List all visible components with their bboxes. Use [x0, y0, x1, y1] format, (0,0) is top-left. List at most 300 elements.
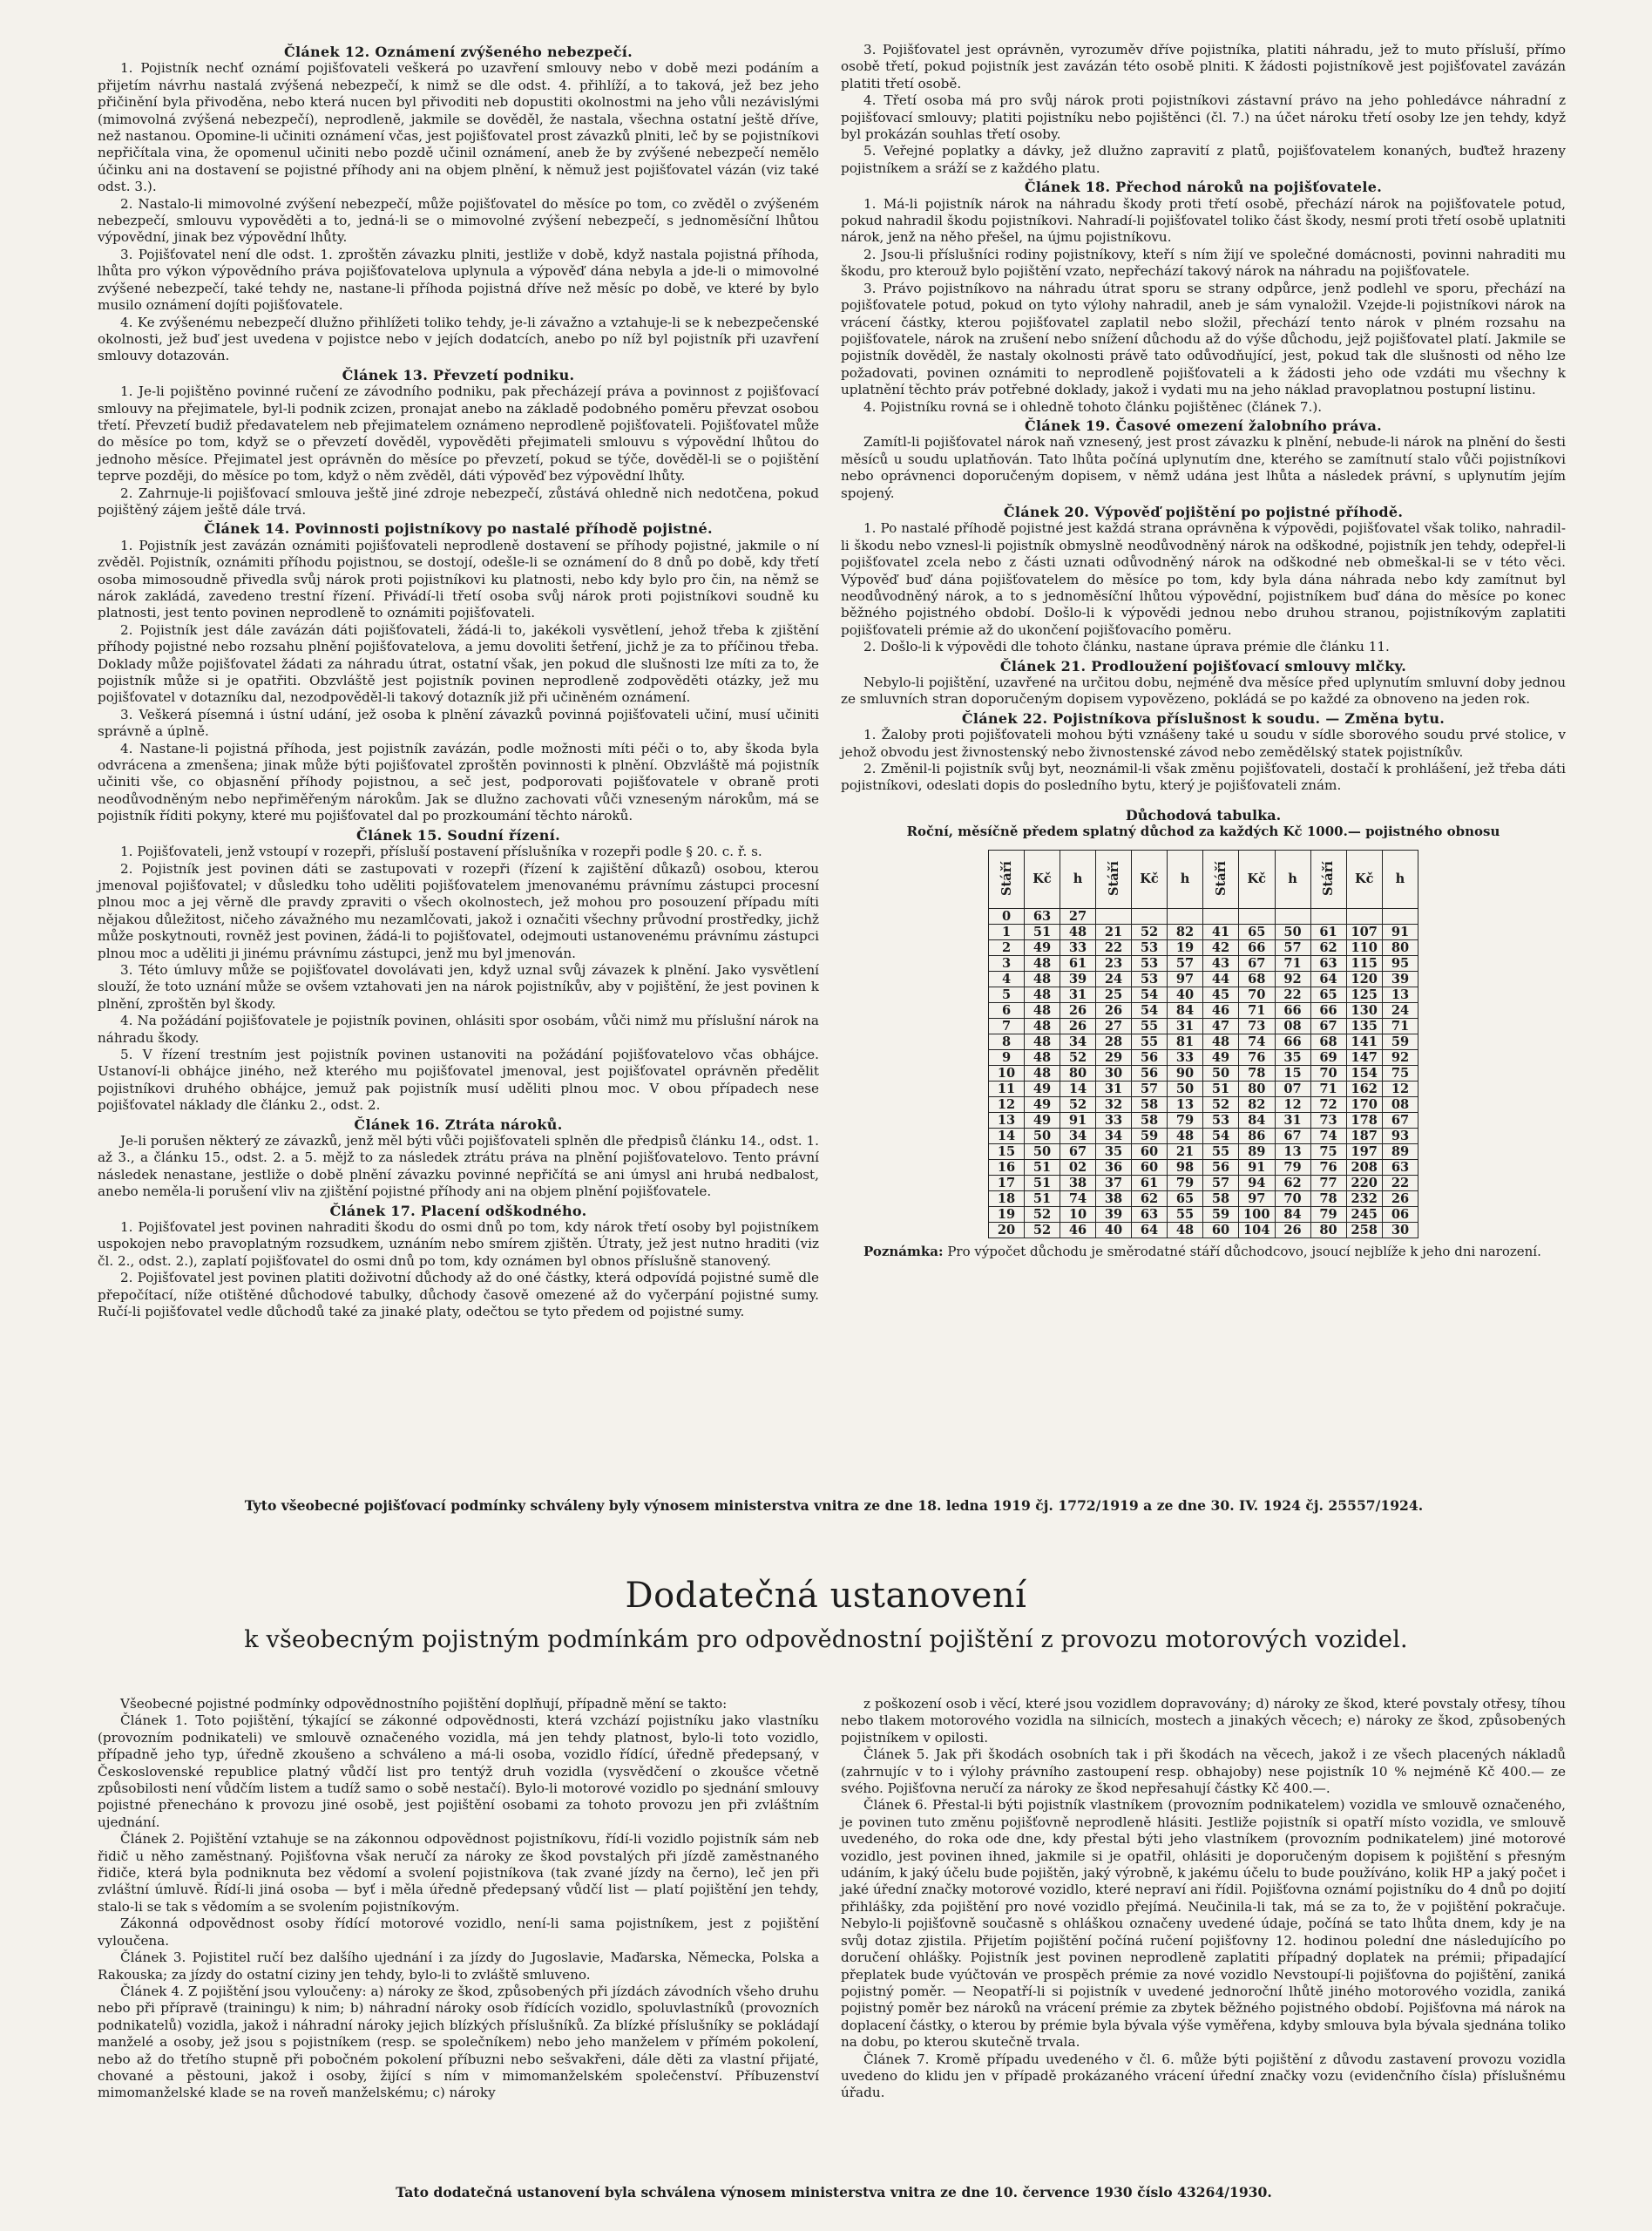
table-cell: 48 — [1025, 971, 1060, 987]
table-cell: 48 — [1060, 924, 1096, 939]
table-cell — [1132, 908, 1168, 924]
paragraph: 2. Pojistník jest dále zavázán dáti pojišťovateli, žádá-li to, jakékoli vysvětlení, jehož třeba k zjištění příhody pojistné nebo rozsahu plnění pojišťovatelova, a jemu dovoliti šetření, jichž je za to příčinou třeba. Doklady může pojišťovatel žádati za náhradu útrat, ostatní však, jen pokud dle slušnosti lze míti za to, že pojistník může si je opatřiti. Obzvláště jest pojistník povinen neprodleně zodpověděti otázky, jež mu pojišťovatel v dotazníku dal, nezodpověděl-li takový dotazník již při učiněném oznámení. — [98, 621, 819, 706]
table-cell: 89 — [1239, 1143, 1275, 1159]
table-cell: 53 — [1132, 955, 1168, 971]
table-row — [989, 908, 1418, 924]
table-row — [989, 1175, 1418, 1190]
table-cell: 1 — [989, 924, 1025, 939]
table-cell: 32 — [1096, 1096, 1132, 1112]
article-title: Článek 20. Výpověď pojištění po pojistné příhodě. — [1003, 503, 1404, 520]
table-cell: 25 — [1096, 987, 1132, 1002]
table-cell: 58 — [1132, 1112, 1168, 1128]
table-cell: 44 — [1203, 971, 1239, 987]
table-cell: 72 — [1310, 1096, 1346, 1112]
paragraph: Článek 7. Kromě případu uvedeného v čl. 6. může býti pojištění z důvodu zastavení provozu vozidla uvedeno do klidu jen v případě prokázaného vrácení úřední značky vozu (evidenčního čísla) příslušnému úřadu. — [841, 2051, 1566, 2101]
table-cell: 154 — [1346, 1065, 1382, 1081]
table-cell: 245 — [1346, 1206, 1382, 1222]
table-cell: 27 — [1096, 1018, 1132, 1034]
table-cell: 80 — [1060, 1065, 1096, 1081]
table-cell: 20 — [989, 1222, 1025, 1238]
table-cell: 31 — [1096, 1081, 1132, 1096]
table-cell: 61 — [1132, 1175, 1168, 1190]
table-cell: 55 — [1132, 1018, 1168, 1034]
paragraph: Nebylo-li pojištění, uzavřené na určitou dobu, nejméně dva měsíce před uplynutím smluvní doby jednou ze smluvních stran doporučeným dopisem vypovězeno, pokládá se po každé za obnoveno na jeden rok. — [841, 675, 1566, 708]
table-cell: 63 — [1132, 1206, 1168, 1222]
paragraph: Všeobecné pojistné podmínky odpovědnostního pojištění doplňují, případně mění se takto: — [120, 1696, 728, 1712]
table-cell: 15 — [1275, 1065, 1310, 1081]
paragraph: 2. Zahrnuje-li pojišťovací smlouva ještě jiné zdroje nebezpečí, zůstává ohledně nich nedotčena, pokud pojištěný zájem ještě dále trvá. — [98, 485, 819, 518]
table-cell: 91 — [1239, 1159, 1275, 1175]
table-cell: 62 — [1310, 939, 1346, 955]
table-cell: 22 — [1382, 1175, 1418, 1190]
table-cell: 57 — [1275, 939, 1310, 955]
table-cell: 66 — [1310, 1002, 1346, 1018]
table-cell: 94 — [1239, 1175, 1275, 1190]
table-cell: 80 — [1310, 1222, 1346, 1238]
right-articles — [841, 42, 1566, 795]
table-cell: 45 — [1203, 987, 1239, 1002]
right-column — [841, 42, 1566, 1260]
paragraph: Článek 1. Toto pojištění, týkající se zákonné odpovědnosti, která vzchází pojistníku jako vlastníku (provozním podnikateli) ve smlouvě označeného vozidla, má jen tehdy platnost, bylo-li toto vozidlo, případně jeho typ, úředně zkoušeno a schváleno a má-li osoba, vozidlo řídící, úředně předepsaný, v Československé republice platný vůdčí list pro tentýž druh vozidla (vysvědčení o zkoušce včetně způsobilosti není vůdčím listem a tudíž samo o sobě nestačí). Bylo-li motorové vozidlo po sjednání smlouvy pojistné přenecháno k provozu jiné osobě, jest pojištění osobami za tohoto provozu jen při zvláštním ujednání. — [98, 1712, 819, 1830]
table-cell: 13 — [1168, 1096, 1203, 1112]
table-cell: 66 — [1239, 939, 1275, 955]
paragraph: Zákonná odpovědnost osoby řídící motorové vozidlo, není-li sama pojistníkem, jest z pojištění vyloučena. — [98, 1916, 819, 1949]
table-row — [989, 987, 1418, 1002]
table-cell: 76 — [1239, 1049, 1275, 1065]
table-cell: 30 — [1096, 1065, 1132, 1081]
table-cell: 59 — [1382, 1034, 1418, 1049]
table-cell: 47 — [1203, 1018, 1239, 1034]
table-cell: 77 — [1310, 1175, 1346, 1190]
table-cell: 71 — [1310, 1081, 1346, 1096]
note-label: Poznámka: — [863, 1243, 944, 1259]
paragraph: 4. Na požádání pojišťovatele je pojistník povinen, ohlásiti spor osobám, vůči nimž mu příslušní nárok na náhradu škody. — [98, 1013, 819, 1046]
table-cell: 50 — [1025, 1128, 1060, 1143]
paragraph: Článek 3. Pojistitel ručí bez dalšího ujednání i za jízdy do Jugoslavie, Maďarska, Německa, Polska a Rakouska; za jízdy do ostatní ciziny jen tehdy, bylo-li to zvláště smluveno. — [98, 1950, 819, 1983]
table-cell: 11 — [989, 1081, 1025, 1096]
annuity-table — [988, 850, 1418, 1238]
table-cell: 91 — [1382, 924, 1418, 939]
paragraph: 2. Pojišťovatel jest povinen platiti doživotní důchody až do oné částky, která odpovídá pojistné sumě dle přepočítací, níže otištěné důchodové tabulky, důchody časově omezené až do vyčerpání pojistné sumy. Ručí-li pojišťovatel vedle důchodů také za jinaké platy, odečtou se tyto předem od pojistné sumy. — [98, 1270, 819, 1320]
table-cell: 70 — [1275, 1190, 1310, 1206]
table-cell: 48 — [1025, 1049, 1060, 1065]
table-cell: 95 — [1382, 955, 1418, 971]
table-cell: 28 — [1096, 1034, 1132, 1049]
table-row — [989, 1096, 1418, 1112]
table-cell: 58 — [1132, 1096, 1168, 1112]
table-cell: 52 — [1060, 1049, 1096, 1065]
table-cell: 15 — [989, 1143, 1025, 1159]
table-cell: 92 — [1275, 971, 1310, 987]
table-cell: 65 — [1168, 1190, 1203, 1206]
table-cell: 92 — [1382, 1049, 1418, 1065]
paragraph: 1. Je-li pojištěno povinné ručení ze závodního podniku, pak přecházejí práva a povinnost z pojišťovací smlouvy na přejimatele, byl-li podnik zcizen, pronajat anebo na základě podobného poměru převzat osobou třetí. Převzetí budiž předavatelem neb přejimatelem oznámeno neprodleně pojišťovateli. Pojišťovatel může do měsíce po tom, když se o převzetí dověděl, vypověděti přejimateli smlouvu s výpovědní lhůtou do jednoho měsíce. Přejimatel jest oprávněn do měsíce po převzetí, pokud se týče, dověděl-li se o pojištění teprve později, do měsíce po tom, když o něm zvěděl, dáti výpověď bez výpovědní lhůty. — [98, 383, 819, 485]
table-cell: 170 — [1346, 1096, 1382, 1112]
table-cell: 26 — [1382, 1190, 1418, 1206]
table-row — [989, 1206, 1418, 1222]
table-cell: 16 — [989, 1159, 1025, 1175]
table-cell: 13 — [989, 1112, 1025, 1128]
table-cell: 34 — [1060, 1128, 1096, 1143]
table-header-cell: Stáří — [1096, 850, 1132, 908]
table-cell: 02 — [1060, 1159, 1096, 1175]
paragraph: 1. Pojišťovateli, jenž vstoupí v rozepři, přísluší postavení příslušníka v rozepři podle § 20. c. ř. s. — [120, 844, 762, 860]
table-cell: 61 — [1310, 924, 1346, 939]
table-cell: 48 — [1025, 1034, 1060, 1049]
annuity-table-note — [841, 1244, 1566, 1260]
annuity-table-block — [841, 807, 1566, 1260]
paragraph: 1. Žaloby proti pojišťovateli mohou býti vznášeny také u soudu v sídle sborového soudu prvé stolice, v jehož obvodu jest živnostenský nebo živnostenské závod nebo zemědělský statek pojistníkův. — [841, 727, 1566, 760]
paragraph: Je-li porušen některý ze závazků, jenž měl býti vůči pojišťovateli splněn dle předpisů článku 14., odst. 1. až 3., a článku 15., odst. 2. a 5. mějž to za následek ztrátu práva na plnění pojišťovatelovo. Tento právní následek nenastane, jestliže o době plnění závazku povinné nepřičítá se ani úmysl ani hrubá nedbalost, anebo neměla-li porušení vliv na zjištění pojistné příhody ani na objem plnění pojišťovatele. — [98, 1133, 819, 1200]
table-cell: 57 — [1132, 1081, 1168, 1096]
paragraph: 3. Této úmluvy může se pojišťovatel dovolávati jen, když uznal svůj závazek k plnění. Jako vysvětlení slouží, že toto uznání může se ovšem vztahovati jen na nárok pojistníkův, aby v pojištění, že jest povinen k plnění, zproštěn byl škody. — [98, 961, 819, 1012]
table-cell: 59 — [1203, 1206, 1239, 1222]
article-title: Článek 22. Pojistníkova příslušnost k soudu. — Změna bytu. — [961, 709, 1446, 727]
table-cell: 39 — [1060, 971, 1096, 987]
table-cell: 43 — [1203, 955, 1239, 971]
table-cell: 81 — [1168, 1034, 1203, 1049]
table-cell: 13 — [1382, 987, 1418, 1002]
paragraph: 1. Pojistník nechť oznámí pojišťovateli veškerá po uzavření smlouvy nebo v době mezi podáním a přijetím návrhu nastalá zvýšená nebezpečí, k nimž se dle odst. 4. přihlíží, a to taková, jež bez jeho přičinění byla přivoděna, nebo která nucen byl přivoditi neb dopustiti okolnostmi na jeho vůli nezávislými (mimovolná zvýšená nebezpečí), neprodleně, jakmile se dověděl, že nastala, všechna ostatní ještě dříve, než nastanou. Opomine-li učiniti oznámení včas, jest pojišťovatel prost závazků plniti, leč by se pojistníkovi nepřičítala vina, že opomenul učiniti nebo pozdě učinil oznámení, aneb že by zvýšené nebezpečí nemělo účinku ani na dostavení se pojistné příhody ani na objem plnění, k němuž jest pojišťovatel vázán (viz také odst. 3.). — [98, 60, 819, 195]
table-cell: 31 — [1060, 987, 1096, 1002]
paragraph: 5. Veřejné poplatky a dávky, jež dlužno zapravití z platů, pojišťovatelem konaných, buďtež hrazeny pojistníkem a sráží se z každého platu. — [841, 143, 1566, 176]
table-cell: 37 — [1096, 1175, 1132, 1190]
paragraph: 1. Po nastalé příhodě pojistné jest každá strana oprávněna k výpovědi, pojišťovatel však toliko, nahradil-li škodu nebo vznesl-li pojistník obmyslně neodůvodněný nárok na odškodné, pojistník jen tehdy, odepřel-li pojišťovatel zcela nebo z části uznati odůvodněný nárok na odškodné neb obmeškal-li se v této věci. Výpověď buď dána pojišťovatelem do měsíce po tom, kdy byla dána náhrada nebo kdy zamítnut byl neodůvodněný nárok, a to s jednoměsíční lhůtou výpovědní, pojistníkem buď dána do měsíce po konec běžného pojistného období. Došlo-li k výpovědi jednou nebo druhou stranou, pojistníkovým zaplatiti pojišťovateli prémie až do ukončení pojišťovacího poměru. — [841, 520, 1566, 638]
paragraph: 3. Pojišťovatel není dle odst. 1. zproštěn závazku plniti, jestliže v době, když nastala pojistná příhoda, lhůta pro výkon výpovědního práva pojišťovatelova uplynula a výpověď dána nebyla a jde-li o mimovolné zvýšené nebezpečí, také tehdy ne, nastane-li příhoda pojistná dříve než měsíc po době, ve které by bylo musilo oznámení dojíti pojišťovatele. — [98, 246, 819, 314]
table-cell: 84 — [1168, 1002, 1203, 1018]
table-cell: 67 — [1060, 1143, 1096, 1159]
table-row — [989, 1112, 1418, 1128]
table-cell: 5 — [989, 987, 1025, 1002]
table-cell: 65 — [1310, 987, 1346, 1002]
paragraph: Článek 2. Pojištění vztahuje se na zákonnou odpovědnost pojistníkovu, řídí-li vozidlo pojistník sám neb řidič u něho zaměstnaný. Pojišťovna však neručí za nároky ze škod povstalých při jízdě zaměstnaného řidiče, která byla podniknuta bez vědomí a svolení pojistníkova (tak zvané jízdy na černo), leč jen při zvláštní úmluvě. Řídí-li jiná osoba — byť i měla úředně předepsaný vůdčí list — platí pojištění jen tehdy, stalo-li se tak s vědomím a se svolením pojistníkovým. — [98, 1831, 819, 1915]
table-cell: 10 — [1060, 1206, 1096, 1222]
table-header-cell: h — [1382, 850, 1418, 908]
table-cell: 52 — [1203, 1096, 1239, 1112]
table-cell: 55 — [1203, 1143, 1239, 1159]
table-cell: 74 — [1060, 1190, 1096, 1206]
table-row — [989, 971, 1418, 987]
table-cell — [1168, 908, 1203, 924]
table-cell: 24 — [1096, 971, 1132, 987]
table-cell: 61 — [1060, 955, 1096, 971]
table-cell — [1346, 908, 1382, 924]
table-cell: 18 — [989, 1190, 1025, 1206]
table-cell: 52 — [1025, 1206, 1060, 1222]
table-cell: 79 — [1168, 1175, 1203, 1190]
table-cell: 57 — [1203, 1175, 1239, 1190]
paragraph: 2. Jsou-li příslušníci rodiny pojistníkovy, kteří s ním žijí ve společné domácnosti, povinni nahraditi mu škodu, pro kterouž bylo pojištění vzato, nepřechází takový nárok na náhradu na pojišťovatele. — [841, 246, 1566, 280]
table-cell: 82 — [1168, 924, 1203, 939]
table-cell: 84 — [1275, 1206, 1310, 1222]
table-cell: 97 — [1168, 971, 1203, 987]
table-cell: 62 — [1132, 1190, 1168, 1206]
paragraph: 2. Pojistník jest povinen dáti se zastupovati v rozepři (řízení k zajištění důkazů) osobou, kterou jmenoval pojišťovatel; v důsledku toho uděliti pojišťovatelem jmenovanému právnímu zástupci procesní plnou moc a jej věrně dle pravdy zpraviti o všech okolnostech, jež mohou pro posouzení případu míti nějakou důležitost, ničeho závažného mu nezamlčovati, jakož i označiti všechny průvodní prostředky, jichž může poskytnouti, rovněž jest povinen, žádá-li to pojišťovatel, odejmouti ustanovenému právnímu zástupci plnou moc a uděliti ji jinému právnímu zástupci, jenž mu byl jmenován. — [98, 860, 819, 961]
table-cell: 48 — [1203, 1034, 1239, 1049]
table-cell: 31 — [1275, 1112, 1310, 1128]
table-cell: 26 — [1275, 1222, 1310, 1238]
table-cell: 3 — [989, 955, 1025, 971]
article-title: Článek 18. Přechod nároků na pojišťovatele. — [1024, 179, 1383, 196]
table-cell: 29 — [1096, 1049, 1132, 1065]
table-cell: 54 — [1132, 987, 1168, 1002]
table-cell: 50 — [1203, 1065, 1239, 1081]
table-cell: 54 — [1132, 1002, 1168, 1018]
table-header-cell: Stáří — [1203, 850, 1239, 908]
table-cell: 98 — [1168, 1159, 1203, 1175]
table-row — [989, 1190, 1418, 1206]
table-cell: 79 — [1168, 1112, 1203, 1128]
table-cell: 23 — [1096, 955, 1132, 971]
table-cell: 51 — [1025, 1159, 1060, 1175]
table-cell: 78 — [1310, 1190, 1346, 1206]
table-cell: 74 — [1310, 1128, 1346, 1143]
paragraph: Článek 4. Z pojištění jsou vyloučeny: a) nároky ze škod, způsobených při jízdách závodních všeho druhu nebo při přípravě (trainingu) k nim; b) náhradní nároky osob řídících vozidlo, spoluvlastníků (provozních podnikatelů) vozidla, jakož i náhradní nároky jejich blízkých příslušníků. Za blízké příslušníky se pokládají manželé a osoby, jež jsou s pojistníkem (resp. se společníkem) nebo jeho manželem v přímém pokolení, nebo až do třetího stupně při pobočném pokolení příbuzni nebo sešvakřeni, dále děti za vlastní přijaté, chované a pěstouni, jakož i osoby, žijící s ním v mimomanželském společenství. Příbuzenství mimomanželské klade se na roveň manželskému; c) nároky — [98, 1983, 819, 2101]
table-cell: 220 — [1346, 1175, 1382, 1190]
table-cell: 79 — [1275, 1159, 1310, 1175]
table-cell: 68 — [1310, 1034, 1346, 1049]
paragraph: 3. Právo pojistníkovo na náhradu útrat sporu se strany odpůrce, jenž podlehl ve sporu, přechází na pojišťovatele potud, pokud on tyto výlohy nahradil, aneb je sám vynaložil. Vzejde-li pojistníkovi nárok na vrácení částky, kterou pojišťovatel zaplatil nebo složil, přechází tento nárok v plném rozsahu na pojišťovatele, nárok na zrušení nebo snížení důchodu až do výše důchodu, jejž pojišťovatel platí. Jakmile se pojistník dověděl, že nastaly okolnosti právě tato odůvodňující, jest, pokud tak dle slušnosti od něho lze požadovati, povinen oznámiti to neprodleně pojišťovateli a k žádosti jeho ode vzdáti mu všechny k uplatnění těchto práv potřebné doklady, jakož i vydati mu na jeho náklad pravoplatnou postupní listinu. — [841, 280, 1566, 398]
addendum-title: Dodatečná ustanovení — [625, 1576, 1027, 1616]
paragraph: 3. Veškerá písemná i ústní udání, jež osoba k plnění závazků povinná pojišťovateli učiní, musí učiniti správně a úplně. — [98, 706, 819, 740]
table-cell: 7 — [989, 1018, 1025, 1034]
table-cell: 73 — [1239, 1018, 1275, 1034]
table-cell: 48 — [1168, 1222, 1203, 1238]
table-cell: 69 — [1310, 1049, 1346, 1065]
table-cell: 141 — [1346, 1034, 1382, 1049]
article-title: Článek 21. Prodloužení pojišťovací smlouvy mlčky. — [999, 657, 1407, 675]
table-cell: 39 — [1096, 1206, 1132, 1222]
table-cell: 197 — [1346, 1143, 1382, 1159]
table-cell: 71 — [1382, 1018, 1418, 1034]
table-cell: 53 — [1203, 1112, 1239, 1128]
table-cell: 38 — [1096, 1190, 1132, 1206]
table-cell: 26 — [1096, 1002, 1132, 1018]
article-title: Článek 17. Placení odškodného. — [329, 1202, 587, 1219]
table-cell: 232 — [1346, 1190, 1382, 1206]
table-cell: 49 — [1203, 1049, 1239, 1065]
table-cell: 22 — [1096, 939, 1132, 955]
table-cell: 08 — [1382, 1096, 1418, 1112]
table-cell: 63 — [1382, 1159, 1418, 1175]
paragraph: 4. Třetí osoba má pro svůj nárok proti pojistníkovi zástavní právo na jeho pohledávce náhradní z pojišťovací smlouvy; platiti pojistníku nebo pojištěnci (čl. 7.) na účet nároku třetí osoby lze jen tehdy, když byl prokázán souhlas třetí osoby. — [841, 92, 1566, 143]
table-cell: 27 — [1060, 908, 1096, 924]
table-cell: 48 — [1168, 1128, 1203, 1143]
table-cell: 53 — [1132, 939, 1168, 955]
table-row — [989, 955, 1418, 971]
table-cell: 56 — [1132, 1065, 1168, 1081]
table-cell: 48 — [1025, 955, 1060, 971]
table-cell: 104 — [1239, 1222, 1275, 1238]
addendum-approval-footer: Tato dodatečná ustanovení byla schválena výnosem ministerstva vnitra ze dne 10. července 1930 číslo 43264/1930. — [396, 2184, 1272, 2200]
table-cell: 08 — [1275, 1018, 1310, 1034]
table-cell: 33 — [1096, 1112, 1132, 1128]
table-cell: 31 — [1168, 1018, 1203, 1034]
table-cell: 84 — [1239, 1112, 1275, 1128]
table-cell: 67 — [1239, 955, 1275, 971]
table-cell: 67 — [1310, 1018, 1346, 1034]
table-cell — [1239, 908, 1275, 924]
table-cell: 73 — [1310, 1112, 1346, 1128]
table-cell: 60 — [1203, 1222, 1239, 1238]
table-header-cell: Stáří — [1310, 850, 1346, 908]
table-cell: 56 — [1132, 1049, 1168, 1065]
note-text: Pro výpočet důchodu je směrodatné stáří důchodcovo, jsoucí nejblíže k jeho dni narození. — [947, 1243, 1541, 1259]
table-cell: 22 — [1275, 987, 1310, 1002]
table-cell: 41 — [1203, 924, 1239, 939]
table-cell: 63 — [1310, 955, 1346, 971]
table-cell: 50 — [1275, 924, 1310, 939]
table-cell: 110 — [1346, 939, 1382, 955]
table-cell: 48 — [1025, 1065, 1060, 1081]
table-row — [989, 924, 1418, 939]
table-cell: 52 — [1025, 1222, 1060, 1238]
table-cell: 0 — [989, 908, 1025, 924]
table-cell: 34 — [1096, 1128, 1132, 1143]
table-cell: 59 — [1132, 1128, 1168, 1143]
table-cell: 49 — [1025, 1081, 1060, 1096]
table-cell: 66 — [1275, 1034, 1310, 1049]
table-cell — [1096, 908, 1132, 924]
table-cell: 70 — [1239, 987, 1275, 1002]
table-cell: 46 — [1060, 1222, 1096, 1238]
table-cell: 4 — [989, 971, 1025, 987]
table-row — [989, 1159, 1418, 1175]
table-cell — [1382, 908, 1418, 924]
table-cell: 60 — [1132, 1159, 1168, 1175]
table-cell: 80 — [1239, 1081, 1275, 1096]
table-cell: 49 — [1025, 939, 1060, 955]
table-cell: 30 — [1382, 1222, 1418, 1238]
article-title: Článek 14. Povinnosti pojistníkovy po nastalé příhodě pojistné. — [204, 520, 713, 538]
table-cell: 50 — [1168, 1081, 1203, 1096]
table-cell: 14 — [1060, 1081, 1096, 1096]
table-header-cell: Kč — [1025, 850, 1060, 908]
table-cell: 6 — [989, 1002, 1025, 1018]
table-cell: 33 — [1060, 939, 1096, 955]
table-cell: 36 — [1096, 1159, 1132, 1175]
table-cell: 40 — [1096, 1222, 1132, 1238]
table-cell: 91 — [1060, 1112, 1096, 1128]
table-cell: 42 — [1203, 939, 1239, 955]
table-header-cell: Kč — [1346, 850, 1382, 908]
table-row — [989, 1143, 1418, 1159]
paragraph: z poškození osob i věcí, které jsou vozidlem dopravovány; d) nároky ze škod, které povstaly otřesy, tíhou nebo tlakem motorového vozidla na silnicích, mostech a jinakých věcech; e) nároky ze škod, způsobených pojistníkem v opilosti. — [841, 1696, 1566, 1746]
table-cell: 80 — [1382, 939, 1418, 955]
table-header-cell: Kč — [1239, 850, 1275, 908]
table-row — [989, 1128, 1418, 1143]
table-cell: 74 — [1239, 1034, 1275, 1049]
table-cell: 48 — [1025, 1002, 1060, 1018]
table-cell: 21 — [1096, 924, 1132, 939]
table-cell: 48 — [1025, 987, 1060, 1002]
table-cell: 12 — [989, 1096, 1025, 1112]
table-cell: 55 — [1168, 1206, 1203, 1222]
addendum-left-column — [98, 1696, 819, 2102]
table-cell: 64 — [1132, 1222, 1168, 1238]
table-header-cell: Stáří — [989, 850, 1025, 908]
table-cell — [1203, 908, 1239, 924]
table-cell: 68 — [1239, 971, 1275, 987]
table-cell: 12 — [1275, 1096, 1310, 1112]
table-row — [989, 1065, 1418, 1081]
paragraph: Článek 5. Jak při škodách osobních tak i při škodách na věcech, jakož i ze všech placených nákladů (zahrnujíc v to i výlohy právního zastoupení resp. obhajoby) nese pojistník 10 % nejméně Kč 400.— ze svého. Pojišťovna neručí za nároky ze škod nepřesahují částky Kč 400.—. — [841, 1746, 1566, 1797]
table-cell: 178 — [1346, 1112, 1382, 1128]
paragraph: Článek 6. Přestal-li býti pojistník vlastníkem (provozním podnikatelem) vozidla ve smlouvě označeného, je povinen tuto změnu pojišťovně neprodleně hlásiti. Jestliže pojistník si opatří místo vozidla, ve smlouvě uvedeného, do roka ode dne, kdy přestal býti jeho vlastníkem (provozním podnikatelem) jiné motorové vozidlo, jest povinen ihned, jakmile si je opatřil, ohlásiti je doporučeným dopisem k pojištění s přesným udáním, k jaký účelu bude pojištěn, jaký výrobně, k jakému účelu to bude používáno, kolik HP a jaký počet i jaké úřední značky motorové vozidlo, které nepraví ani řídil. Pojišťovna oznámí pojistníku do 4 dnů po dojití přihlášky, zda pojištění pro nové vozidlo přejímá. Neučinila-li tak, má se za to, že v pojištění pokračuje. Nebylo-li pojišťovně současně s ohláškou označeny uvedené údaje, počíná se tato lhůta dnem, kdy je na svůj dotaz zjistila. Přijetím pojištění počíná ručení pojišťovny 12. hodinou polední dne následujícího po doručení ohlášky. Pojistník jest povinen neprodleně zaplatiti případný doplatek na prémii; připadající přeplatek bude vyúčtován ve prospěch prémie za nové vozidlo Nevstoupí-li pojišťovna do pojištění, zaniká pojistný poměr. — Neopatří-li si pojistník v uvedené jednoroční lhůtě jiného motorového vozidla, zaniká pojistný poměr bez nároků na vrácení prémie za zbytek běžného pojistného období. Pojišťovna má nárok na doplacení částky, o kterou by prémie byla bývala výše vyměřena, kdyby smlouva byla bývala sjednána toliko na dobu, po kterou skutečně trvala. — [841, 1797, 1566, 2051]
table-cell: 65 — [1239, 924, 1275, 939]
table-cell: 19 — [1168, 939, 1203, 955]
annuity-table-body — [989, 908, 1418, 1238]
table-row — [989, 939, 1418, 955]
table-cell: 76 — [1310, 1159, 1346, 1175]
table-cell: 75 — [1310, 1143, 1346, 1159]
table-cell: 9 — [989, 1049, 1025, 1065]
paragraph: 5. V řízení trestním jest pojistník povinen ustanoviti na požádání pojišťovatelovo včas obhájce. Ustanoví-li obhájce jiného, než kterého mu pojišťovatel jmenoval, jest pojišťovatel oprávněn předělit pojistníkovi druhého obhájce, jemuž pak pojistník musí uděliti plnou moc. V obou případech nese pojišťovatel náklady dle článku 2., odst. 2. — [98, 1046, 819, 1114]
table-cell: 26 — [1060, 1002, 1096, 1018]
table-cell — [1275, 908, 1310, 924]
table-cell: 60 — [1132, 1143, 1168, 1159]
table-cell: 54 — [1203, 1128, 1239, 1143]
article-title: Článek 15. Soudní řízení. — [356, 826, 560, 844]
table-cell: 34 — [1060, 1034, 1096, 1049]
table-cell: 56 — [1203, 1159, 1239, 1175]
table-cell: 258 — [1346, 1222, 1382, 1238]
table-cell: 51 — [1203, 1081, 1239, 1096]
table-cell: 53 — [1132, 971, 1168, 987]
paragraph: 4. Pojistníku rovná se i ohledně tohoto článku pojištěnec (článek 7.). — [863, 398, 1323, 415]
table-cell: 125 — [1346, 987, 1382, 1002]
annuity-table-header — [989, 850, 1418, 908]
table-cell: 40 — [1168, 987, 1203, 1002]
table-cell: 208 — [1346, 1159, 1382, 1175]
table-cell: 90 — [1168, 1065, 1203, 1081]
paragraph: 2. Došlo-li k výpovědi dle tohoto článku, nastane úprava prémie dle článku 11. — [863, 639, 1390, 655]
annuity-table-title: Důchodová tabulka. — [1125, 806, 1282, 824]
table-header-cell: h — [1168, 850, 1203, 908]
paragraph: Zamítl-li pojišťovatel nárok naň vznesený, jest prost závazku k plnění, nebude-li nárok na plnění do šesti měsíců u soudu uplatňován. Tato lhůta počíná uplynutím dne, kterého se zamítnutí stalo vůči pojistníkovi nebo oprávnenci doporučeným dopisem, v němž udána jest lhůta a následek právní, s uplynutím jejím spojený. — [841, 434, 1566, 501]
table-cell: 63 — [1025, 908, 1060, 924]
table-header-cell: h — [1060, 850, 1096, 908]
table-cell: 38 — [1060, 1175, 1096, 1190]
addendum-right-column — [841, 1696, 1566, 2102]
table-cell: 187 — [1346, 1128, 1382, 1143]
table-cell: 49 — [1025, 1112, 1060, 1128]
table-cell: 57 — [1168, 955, 1203, 971]
table-cell: 78 — [1239, 1065, 1275, 1081]
table-cell: 100 — [1239, 1206, 1275, 1222]
table-cell: 66 — [1275, 1002, 1310, 1018]
paragraph: 2. Nastalo-li mimovolné zvýšení nebezpečí, může pojišťovatel do měsíce po tom, co zvěděl o zvýšeném nebezpečí, smlouvu vypověděti a to, jedná-li se o mimovolné zvýšení nebezpečí, s jednoměsíční lhůtou výpovědní, jinak bez výpovědní lhůty. — [98, 195, 819, 246]
table-cell: 06 — [1382, 1206, 1418, 1222]
table-row — [989, 1018, 1418, 1034]
paragraph: 3. Pojišťovatel jest oprávněn, vyrozuměv dříve pojistníka, platiti náhradu, jež to muto přísluší, přímo osobě třetí, pokud pojistník jest zavázán této osobě plniti. K žádosti pojistníkově jest pojišťovatel zavázán platiti třetí osobě. — [841, 42, 1566, 92]
table-header-cell: Kč — [1132, 850, 1168, 908]
left-column — [98, 42, 819, 1320]
table-cell: 86 — [1239, 1128, 1275, 1143]
article-title: Článek 12. Oznámení zvýšeného nebezpečí. — [283, 44, 633, 60]
paragraph: 4. Ke zvýšenému nebezpečí dlužno přihlížeti toliko tehdy, je-li závažno a vztahuje-li se k nebezpečenské okolnosti, jež buď jest uvedena v pojistce nebo v jejích dodatcích, anebo po níž byl pojistník při uzavření smlouvy dotazován. — [98, 314, 819, 364]
table-cell: 8 — [989, 1034, 1025, 1049]
table-row — [989, 1222, 1418, 1238]
table-cell: 51 — [1025, 1175, 1060, 1190]
table-row — [989, 1002, 1418, 1018]
table-cell: 35 — [1275, 1049, 1310, 1065]
annuity-table-subtitle: Roční, měsíčně předem splatný důchod za každých Kč 1000.— pojistného obnosu — [906, 824, 1500, 840]
table-cell: 50 — [1025, 1143, 1060, 1159]
table-cell: 82 — [1239, 1096, 1275, 1112]
table-cell: 115 — [1346, 955, 1382, 971]
table-cell: 70 — [1310, 1065, 1346, 1081]
